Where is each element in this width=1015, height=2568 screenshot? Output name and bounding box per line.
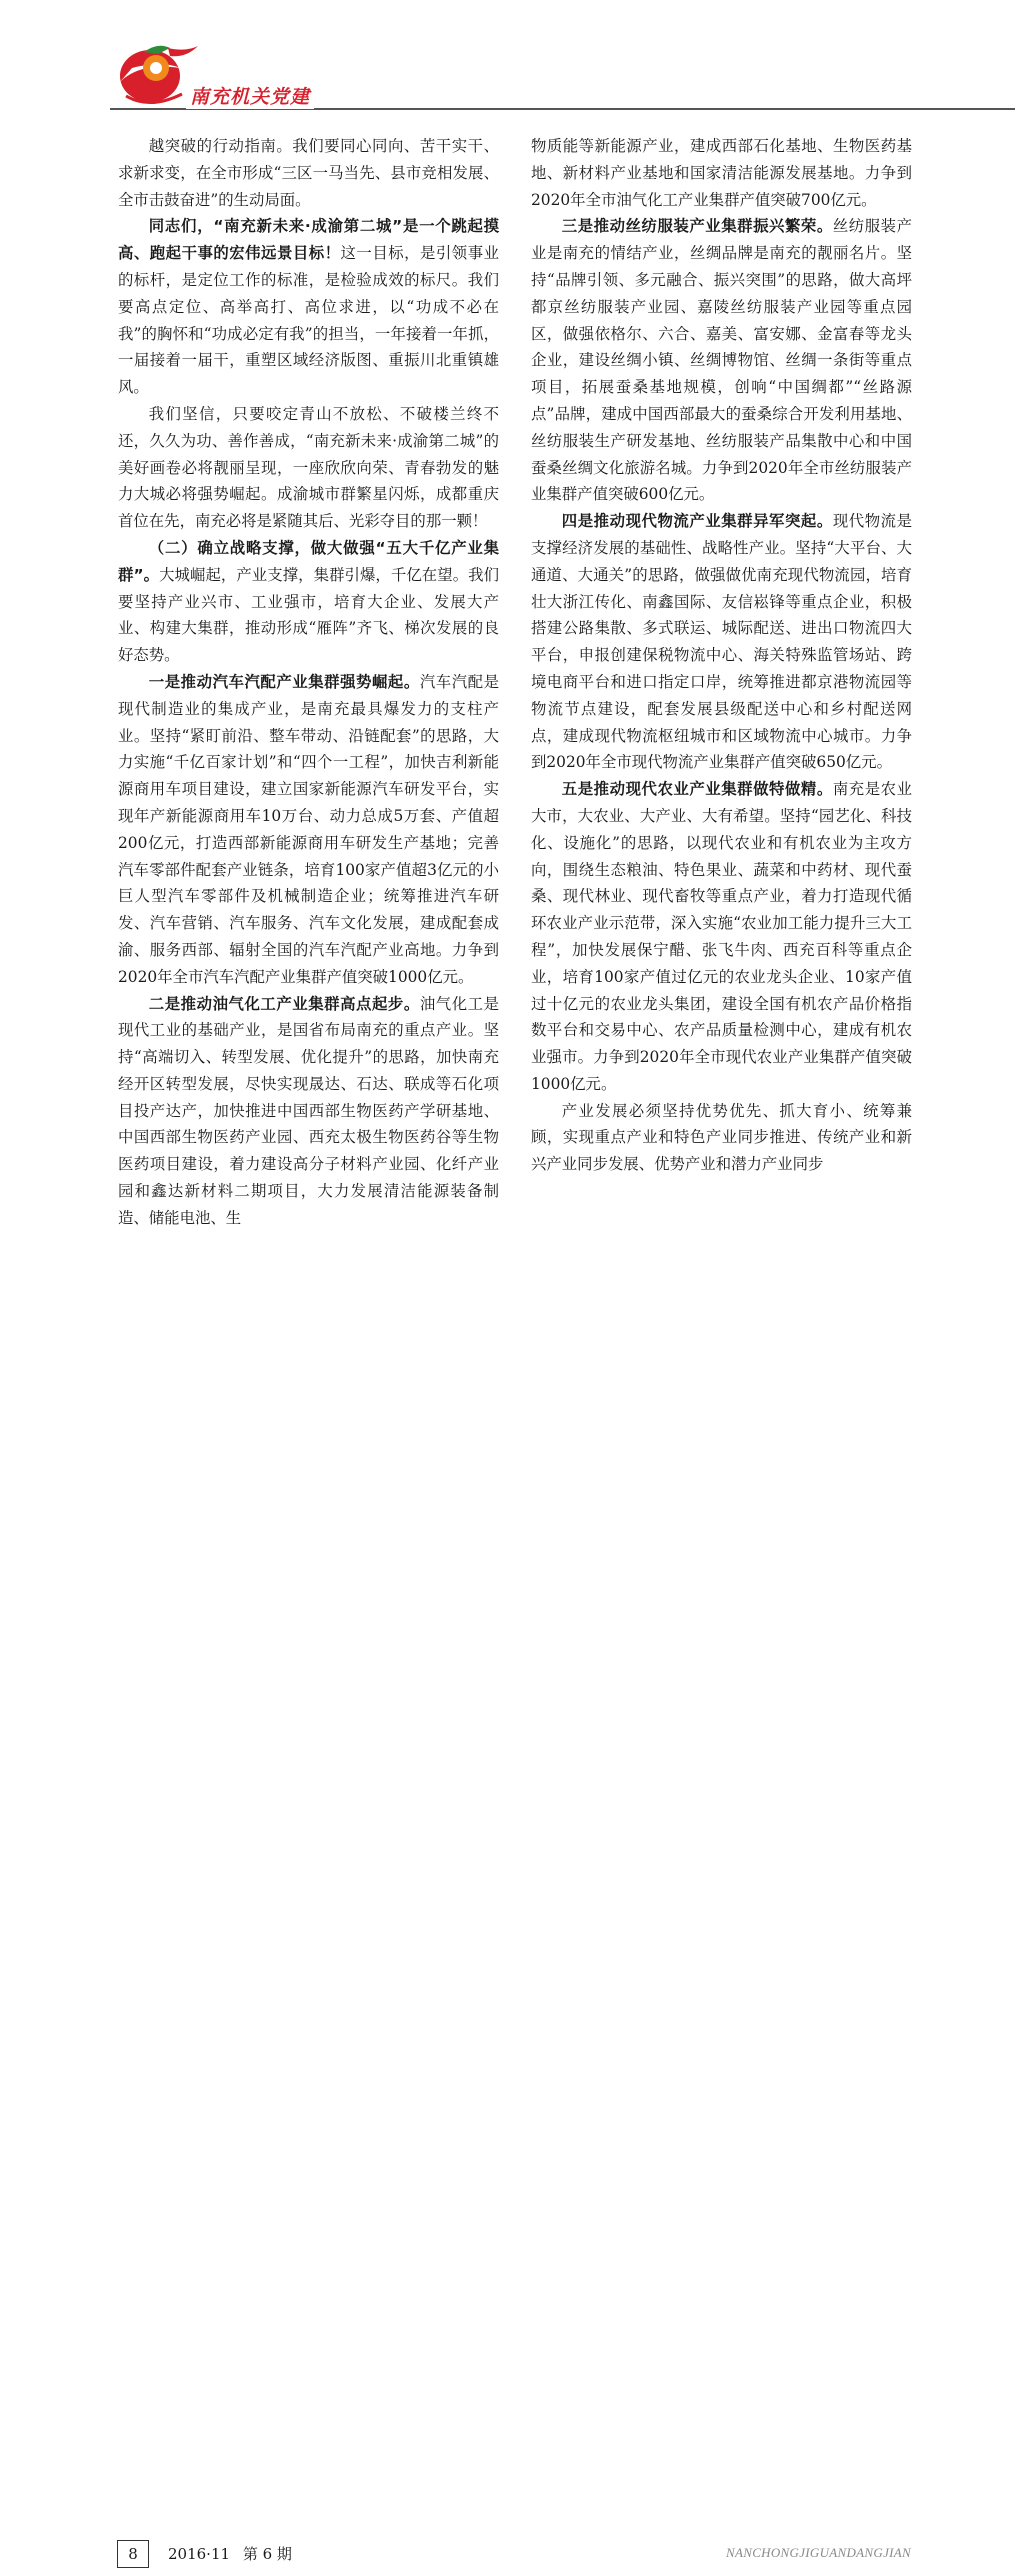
article-column-left: [118, 133, 499, 1232]
paragraph-lead-heading: 四是推动现代物流产业集群异军突起。: [561, 512, 833, 531]
paragraph-lead-heading: 一是推动汽车汽配产业集群强势崛起。: [148, 672, 420, 691]
paragraph-lead-heading: 二是推动油气化工产业集群高点起步。: [148, 994, 420, 1013]
paragraph-text: 南充是农业大市，大农业、大产业、大有希望。坚持“园艺化、科技化、设施化”的思路，以现代农业和有机农业为主攻方向，围绕生态粮油、特色果业、蔬菜和中药材、现代蚕桑、现代林业、现代畜牧等重点产业，着力打造现代循环农业产业示范带，深入实施“农业加工能力提升三大工程”，加快发展保宁醋、张飞牛肉、西充百科等重点企业，培育100家产值过亿元的农业龙头企业、10家产值过十亿元的农业龙头集团，建设全国有机农产品价格指数平台和交易中心、农产品质量检测中心，建成有机农业强市。力争到2020年全市现代农业产业集群产值突破1000亿元。: [531, 780, 912, 1093]
paragraph-lead-heading: （二）确立战略支撑，做大做强“五大千亿产业集群”。: [118, 538, 499, 584]
paragraph-text: 这一目标，是引领事业的标杆，是定位工作的标准，是检验成效的标尺。我们要高点定位、高举高打、高位求进，以“功成不必在我”的胸怀和“功成必定有我”的担当，一年接着一年抓，一届接着一届干，重塑区域经济版图、重振川北重镇雄风。: [118, 244, 499, 397]
paragraph: [118, 535, 499, 669]
paragraph: [118, 213, 499, 401]
paragraph-lead-heading: 同志们，“南充新未来·成渝第二城”是一个跳起摸高、跑起干事的宏伟远景目标！: [118, 217, 499, 263]
paragraph: [531, 776, 912, 1098]
paragraph: 产业发展必须坚持优势优先、抓大育小、统筹兼顾，实现重点产业和特色产业同步推进、传统产业和新兴产业同步发展、优势产业和潜力产业同步: [531, 1101, 912, 1174]
paragraph-lead-heading: 三是推动丝纺服装产业集群振兴繁荣。: [561, 217, 833, 236]
issue-date: 2016·11: [168, 2545, 231, 2563]
paragraph: [531, 213, 912, 508]
paragraph: 越突破的行动指南。我们要同心同向、苦干实干、求新求变，在全市形成“三区一马当先、县市竞相发展、全市击鼓奋进”的生动局面。: [118, 137, 499, 209]
paragraph: [531, 133, 912, 213]
paragraph: 我们坚信，只要咬定青山不放松、不破楼兰终不还，久久为功、善作善成，“南充新未来·成渝第二城”的美好画卷必将靓丽呈现，一座欣欣向荣、青春勃发的魅力大城必将强势崛起。成渝城市群繁星闪烁，成都重庆首位在先，南充必将是紧随其后、光彩夺目的那一颗！: [118, 404, 499, 531]
paragraph: [118, 669, 499, 991]
paragraph-text: 油气化工是现代工业的基础产业，是国省布局南充的重点产业。坚持“高端切入、转型发展、优化提升”的思路，加快南充经开区转型发展，尽快实现晟达、石达、联成等石化项目投产达产，加快推进中国西部生物医药产学研基地、中国西部生物医药产业园、西充太极生物医药谷等生物医药项目建设，着力建设高分子材料产业园、化纤产业园和鑫达新材料二期项目，大力发展清洁能源装备制造、储能电池、生: [118, 994, 499, 1227]
page-number: 8: [117, 2540, 149, 2568]
paragraph-text: 物质能等新能源产业，建成西部石化基地、生物医药基地、新材料产业基地和国家清洁能源发展基地。力争到2020年全市油气化工产业集群产值突破700亿元。: [531, 137, 912, 209]
issue-number: 第 6 期: [242, 2545, 292, 2563]
paragraph-text: 大城崛起，产业支撑，集群引爆，千亿在望。我们要坚持产业兴市、工业强市，培育大企业、发展大产业、构建大集群，推动形成“雁阵”齐飞、梯次发展的良好态势。: [118, 565, 499, 665]
paragraph-text: 丝纺服装产业是南充的情结产业，丝绸品牌是南充的靓丽名片。坚持“品牌引领、多元融合、振兴突围”的思路，做大高坪都京丝纺服装产业园、嘉陵丝纺服装产业园等重点园区，做强依格尔、六合、嘉美、富安娜、金富春等龙头企业，建设丝绸小镇、丝绸博物馆、丝绸一条街等重点项目，拓展蚕桑基地规模，创响“中国绸都”“丝路源点”品牌，建成中国西部最大的蚕桑综合开发利用基地、丝纺服装生产研发基地、丝纺服装产品集散中心和中国蚕桑丝绸文化旅游名城。力争到2020年全市丝纺服装产业集群产值突破600亿元。: [531, 217, 912, 504]
paragraph: [531, 508, 912, 776]
paragraph-text: 汽车汽配是现代制造业的集成产业，是南充最具爆发力的支柱产业。坚持“紧盯前沿、整车带动、沿链配套”的思路，大力实施“千亿百家计划”和“四个一工程”，加快吉利新能源商用车项目建设，建立国家新能源汽车研发平台，实现年产新能源商用车10万台、动力总成5万套、产值超200亿元，打造西部新能源商用车研发生产基地；完善汽车零部件配套产业链条，培育100家产值超3亿元的小巨人型汽车零部件及机械制造企业；统筹推进汽车研发、汽车营销、汽车服务、汽车文化发展，建成配套成渝、服务西部、辐射全国的汽车汽配产业高地。力争到2020年全市汽车汽配产业集群产值突破1000亿元。: [118, 672, 499, 986]
page-footer: [0, 1268, 1015, 2563]
article-column-right: [531, 133, 912, 1178]
issue-info: [168, 2543, 300, 2564]
page-header: [0, 0, 1015, 125]
paragraph: [118, 991, 499, 1232]
masthead-english: NANCHONGJIGUANDANGJIAN: [726, 2545, 911, 2560]
paragraph-text: 现代物流是支撑经济发展的基础性、战略性产业。坚持“大平台、大通道、大通关”的思路，做强做优南充现代物流园，培育壮大浙江传化、南鑫国际、友信崧锋等重点企业，积极搭建公路集散、多式联运、城际配送、进出口物流四大平台，申报创建保税物流中心、海关特殊监管场站、跨境电商平台和进口指定口岸，统筹推进都京港物流园等物流节点建设，配套发展县级配送中心和乡村配送网点，建成现代物流枢纽城市和区域物流中心城市。力争到2020年全市现代物流产业集群产值突破650亿元。: [531, 512, 912, 772]
journal-title: 南充机关党建: [186, 82, 314, 109]
paragraph-lead-heading: 五是推动现代农业产业集群做特做精。: [561, 780, 833, 799]
